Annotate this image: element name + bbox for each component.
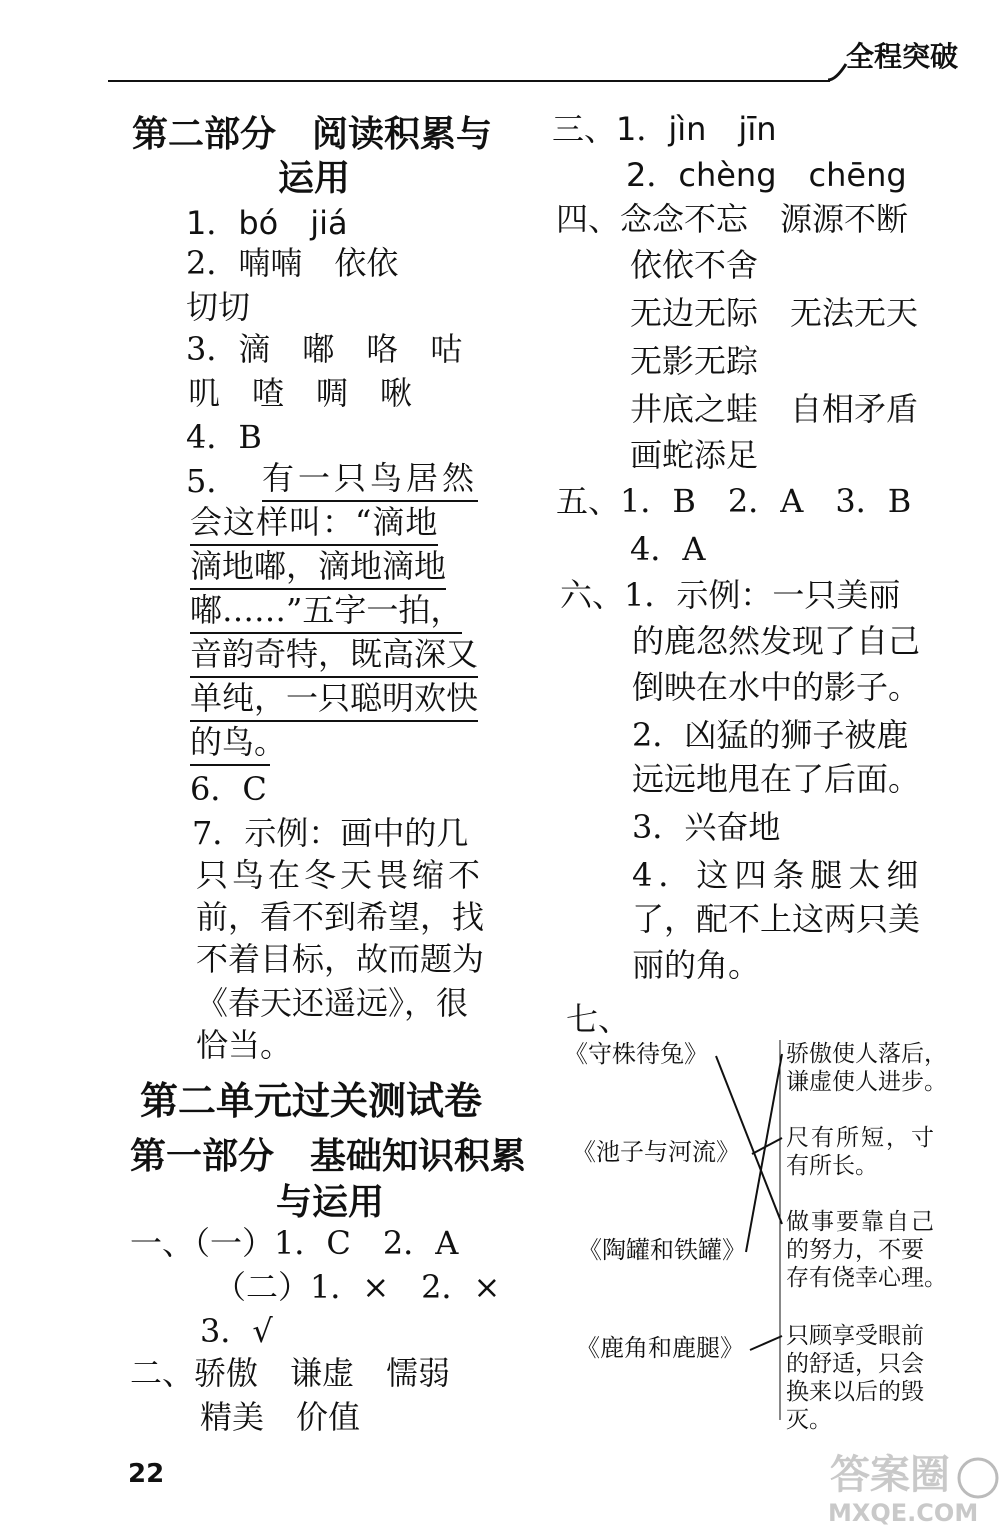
moral-line: 的舒适，只会 bbox=[786, 1351, 924, 1377]
moral-line: 的努力，不要 bbox=[786, 1237, 924, 1263]
story-title: 《守株待兔》 bbox=[564, 1040, 708, 1068]
answer-1: 1．bó jiá bbox=[186, 204, 348, 242]
answer-2b: 切切 bbox=[186, 288, 251, 326]
question-1c: 3．√ bbox=[200, 1312, 273, 1350]
answer-5-line: 滴地嘟，滴地滴地 bbox=[190, 544, 446, 590]
question-6-line: 倒映在水中的影子。 bbox=[632, 668, 921, 706]
question-4-line: 无影无踪 bbox=[630, 342, 759, 380]
answer-5-line: 会这样叫：“滴地 bbox=[190, 500, 438, 546]
answer-7-line: 恰当。 bbox=[196, 1026, 293, 1064]
moral-line: 存有侥幸心理。 bbox=[786, 1265, 947, 1291]
answer-5-line: 单纯，一只聪明欢快 bbox=[190, 676, 478, 722]
question-6-line: 远远地甩在了后面。 bbox=[632, 760, 921, 798]
match-line-4 bbox=[750, 1336, 782, 1350]
question-2a: 二、骄傲 谦虚 懦弱 bbox=[130, 1354, 451, 1392]
moral-line: 骄傲使人落后， bbox=[786, 1041, 947, 1067]
question-6-line: 六、1．示例：一只美丽 bbox=[560, 576, 901, 614]
answer-5-line: 的鸟。 bbox=[190, 720, 270, 766]
answer-7-line: 不着目标，故而题为 bbox=[196, 940, 485, 978]
answer-3a: 3．滴 嘟 咯 咕 bbox=[186, 330, 463, 368]
answer-2a: 2．喃喃 依依 bbox=[186, 244, 399, 282]
watermark-url: MXQE.COM bbox=[828, 1499, 979, 1527]
watermark-text: 答案圈 bbox=[830, 1452, 950, 1498]
header-series-title: 全程突破 bbox=[846, 40, 959, 73]
question-4-line: 画蛇添足 bbox=[630, 436, 759, 474]
question-4-line: 依依不舍 bbox=[630, 246, 759, 284]
answer-7-line: 《春天还遥远》，很 bbox=[196, 984, 469, 1022]
answer-7-line: 7．示例：画中的几 bbox=[192, 814, 469, 852]
answer-7-line: 只鸟在冬天畏缩不 bbox=[196, 856, 485, 894]
answer-6: 6．C bbox=[190, 770, 267, 808]
answer-4: 4．B bbox=[186, 418, 262, 456]
moral-line: 换来以后的毁 bbox=[786, 1379, 924, 1405]
question-6-line: 丽的角。 bbox=[632, 946, 761, 984]
story-title: 《鹿角和鹿腿》 bbox=[576, 1334, 744, 1362]
question-1a: 一、（一）1．C 2．A bbox=[130, 1224, 459, 1262]
moral-line: 尺有所短，寸 bbox=[786, 1125, 936, 1151]
question-4-line: 无边无际 无法无天 bbox=[630, 294, 919, 332]
question-3b: 2．chèng chēng bbox=[626, 156, 907, 194]
question-2b: 精美 价值 bbox=[200, 1398, 361, 1436]
question-3a: 三、1．jìn jīn bbox=[552, 110, 777, 148]
question-5b: 4．A bbox=[630, 530, 706, 568]
story-title: 《池子与河流》 bbox=[572, 1138, 740, 1166]
unit-title: 第二单元过关测试卷 bbox=[140, 1079, 483, 1123]
answer-5-line: 音韵奇特，既高深又 bbox=[190, 632, 478, 678]
question-6-line: 4．这四条腿太细 bbox=[632, 856, 925, 894]
part1-title-line1: 第一部分 基础知识积累 bbox=[130, 1136, 527, 1177]
part1-title-line2: 与运用 bbox=[276, 1182, 385, 1223]
moral-line: 谦虚使人进步。 bbox=[786, 1069, 947, 1095]
part2-title-line1: 第二部分 阅读积累与 bbox=[132, 114, 493, 155]
match-line-1 bbox=[716, 1056, 782, 1224]
question-7-label: 七、 bbox=[566, 1000, 631, 1038]
question-6-line: 2．凶猛的狮子被鹿 bbox=[632, 716, 909, 754]
question-4-line: 四、念念不忘 源源不断 bbox=[556, 200, 909, 238]
moral-line: 只顾享受眼前 bbox=[786, 1323, 924, 1349]
moral-line: 有所长。 bbox=[786, 1153, 878, 1179]
watermark-badge-icon bbox=[956, 1456, 1000, 1500]
answer-7-line: 前，看不到希望，找 bbox=[196, 898, 485, 936]
question-5a: 五、1．B 2．A 3．B bbox=[556, 482, 912, 520]
answer-5-prefix: 5． bbox=[186, 462, 239, 500]
page-number: 22 bbox=[128, 1459, 165, 1489]
story-title: 《陶罐和铁罐》 bbox=[578, 1236, 746, 1264]
match-line-3 bbox=[746, 1054, 782, 1252]
question-6-line: 的鹿忽然发现了自己 bbox=[632, 622, 921, 660]
part2-title-line2: 运用 bbox=[278, 158, 351, 199]
answer-5-line: 有一只鸟居然 bbox=[262, 456, 478, 502]
answer-3b: 叽 喳 啁 啾 bbox=[188, 374, 413, 412]
question-6-line: 了，配不上这两只美 bbox=[632, 900, 921, 938]
moral-line: 做事要靠自己 bbox=[786, 1209, 936, 1235]
question-4-line: 井底之蛙 自相矛盾 bbox=[630, 390, 919, 428]
moral-line: 灭。 bbox=[786, 1407, 832, 1433]
answer-5-line: 嘟……”五字一拍， bbox=[190, 588, 462, 634]
question-6-line: 3．兴奋地 bbox=[632, 808, 781, 846]
question-1b: （二）1．× 2．× bbox=[214, 1268, 501, 1306]
